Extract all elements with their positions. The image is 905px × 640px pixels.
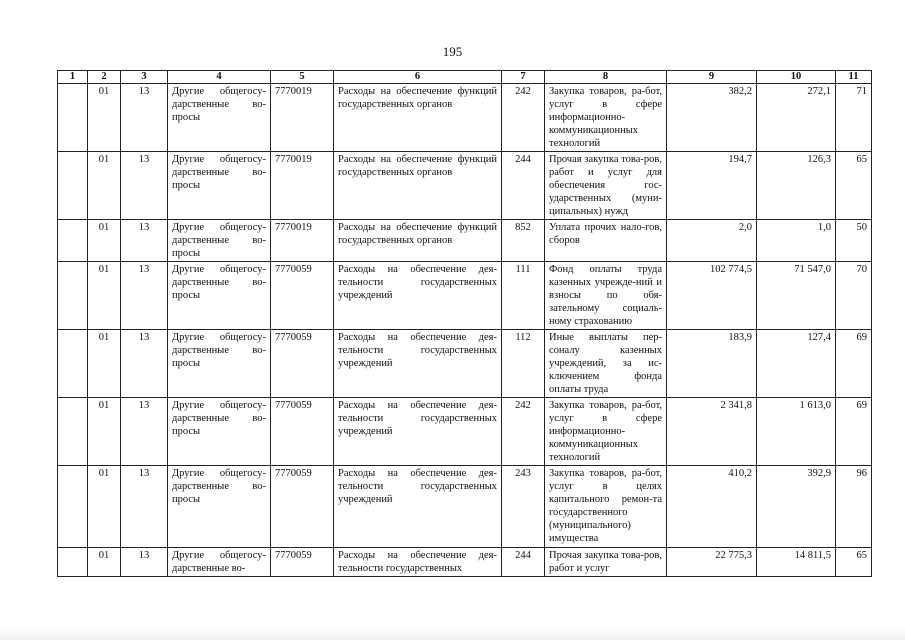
cell-section: 01 bbox=[88, 466, 121, 548]
budget-table bbox=[57, 70, 872, 577]
cell-percent: 69 bbox=[836, 330, 872, 398]
table-row bbox=[58, 398, 872, 466]
table-row bbox=[58, 84, 872, 152]
column-header: 7 bbox=[502, 71, 545, 84]
cell-expense-type-name: Иные выплаты пер-соналу казенных учреждений, за ис-ключением фонда оплаты труда bbox=[545, 330, 667, 398]
cell-subsection-name: Другие общегосу-дарственные во-просы bbox=[168, 220, 271, 262]
cell-subsection-name: Другие общегосу-дарственные во-просы bbox=[168, 262, 271, 330]
cell-col1 bbox=[58, 466, 88, 548]
cell-expense-type-code: 112 bbox=[502, 330, 545, 398]
cell-target-name: Расходы на обеспечение дея-тельности государственных учреждений bbox=[334, 398, 502, 466]
cell-plan-amount: 183,9 bbox=[667, 330, 757, 398]
cell-target-code: 7770059 bbox=[271, 262, 334, 330]
column-header: 10 bbox=[757, 71, 836, 84]
cell-subsection: 13 bbox=[121, 84, 168, 152]
cell-percent: 65 bbox=[836, 152, 872, 220]
cell-section: 01 bbox=[88, 84, 121, 152]
column-header: 2 bbox=[88, 71, 121, 84]
cell-expense-type-name: Закупка товаров, ра-бот, услуг в целях капитального ремон-та государственного (муниципального) имущества bbox=[545, 466, 667, 548]
cell-actual-amount: 71 547,0 bbox=[757, 262, 836, 330]
cell-percent: 50 bbox=[836, 220, 872, 262]
cell-actual-amount: 126,3 bbox=[757, 152, 836, 220]
cell-col1 bbox=[58, 84, 88, 152]
cell-plan-amount: 382,2 bbox=[667, 84, 757, 152]
cell-plan-amount: 194,7 bbox=[667, 152, 757, 220]
page-number: 195 bbox=[442, 44, 463, 59]
cell-expense-type-code: 111 bbox=[502, 262, 545, 330]
cell-target-code: 7770059 bbox=[271, 466, 334, 548]
cell-col1 bbox=[58, 398, 88, 466]
cell-section: 01 bbox=[88, 152, 121, 220]
cell-actual-amount: 272,1 bbox=[757, 84, 836, 152]
cell-plan-amount: 22 775,3 bbox=[667, 548, 757, 577]
cell-plan-amount: 2 341,8 bbox=[667, 398, 757, 466]
cell-section: 01 bbox=[88, 398, 121, 466]
column-header: 5 bbox=[271, 71, 334, 84]
scan-edge bbox=[0, 628, 905, 640]
cell-expense-type-code: 242 bbox=[502, 84, 545, 152]
cell-target-name: Расходы на обеспечение дея-тельности государственных учреждений bbox=[334, 466, 502, 548]
cell-expense-type-code: 852 bbox=[502, 220, 545, 262]
cell-actual-amount: 1,0 bbox=[757, 220, 836, 262]
cell-target-code: 7770019 bbox=[271, 152, 334, 220]
cell-expense-type-name: Закупка товаров, ра-бот, услуг в сфере информационно-коммуникационных технологий bbox=[545, 84, 667, 152]
cell-actual-amount: 392,9 bbox=[757, 466, 836, 548]
cell-percent: 96 bbox=[836, 466, 872, 548]
cell-expense-type-code: 244 bbox=[502, 548, 545, 577]
cell-section: 01 bbox=[88, 262, 121, 330]
cell-expense-type-name: Уплата прочих нало-гов, сборов bbox=[545, 220, 667, 262]
cell-subsection-name: Другие общегосу-дарственные во-просы bbox=[168, 398, 271, 466]
cell-subsection: 13 bbox=[121, 220, 168, 262]
cell-actual-amount: 14 811,5 bbox=[757, 548, 836, 577]
cell-subsection: 13 bbox=[121, 152, 168, 220]
table-row bbox=[58, 220, 872, 262]
cell-plan-amount: 410,2 bbox=[667, 466, 757, 548]
cell-target-code: 7770059 bbox=[271, 548, 334, 577]
cell-col1 bbox=[58, 152, 88, 220]
cell-subsection: 13 bbox=[121, 330, 168, 398]
cell-subsection-name: Другие общегосу-дарственные во-просы bbox=[168, 152, 271, 220]
cell-target-code: 7770059 bbox=[271, 330, 334, 398]
column-header: 4 bbox=[168, 71, 271, 84]
table-row bbox=[58, 152, 872, 220]
column-header: 6 bbox=[334, 71, 502, 84]
cell-percent: 65 bbox=[836, 548, 872, 577]
cell-subsection-name: Другие общегосу-дарственные во-просы bbox=[168, 330, 271, 398]
cell-target-name: Расходы на обеспечение функций государственных органов bbox=[334, 220, 502, 262]
cell-col1 bbox=[58, 330, 88, 398]
cell-target-code: 7770019 bbox=[271, 84, 334, 152]
cell-col1 bbox=[58, 220, 88, 262]
cell-expense-type-name: Закупка товаров, ра-бот, услуг в сфере информационно-коммуникационных технологий bbox=[545, 398, 667, 466]
cell-percent: 70 bbox=[836, 262, 872, 330]
table-row bbox=[58, 548, 872, 577]
table-row bbox=[58, 262, 872, 330]
cell-target-name: Расходы на обеспечение дея-тельности государственных учреждений bbox=[334, 262, 502, 330]
table-row bbox=[58, 330, 872, 398]
column-header: 9 bbox=[667, 71, 757, 84]
cell-subsection: 13 bbox=[121, 262, 168, 330]
cell-subsection-name: Другие общегосу-дарственные во- bbox=[168, 548, 271, 577]
cell-percent: 69 bbox=[836, 398, 872, 466]
cell-expense-type-name: Прочая закупка това-ров, работ и услуг bbox=[545, 548, 667, 577]
cell-col1 bbox=[58, 262, 88, 330]
cell-target-name: Расходы на обеспечение функций государственных органов bbox=[334, 152, 502, 220]
cell-section: 01 bbox=[88, 548, 121, 577]
cell-actual-amount: 1 613,0 bbox=[757, 398, 836, 466]
cell-target-code: 7770019 bbox=[271, 220, 334, 262]
cell-expense-type-name: Прочая закупка това-ров, работ и услуг для обеспечения гос-ударственных (муни-ципальных) нужд bbox=[545, 152, 667, 220]
cell-expense-type-code: 242 bbox=[502, 398, 545, 466]
cell-target-code: 7770059 bbox=[271, 398, 334, 466]
cell-section: 01 bbox=[88, 220, 121, 262]
cell-expense-type-code: 243 bbox=[502, 466, 545, 548]
cell-subsection-name: Другие общегосу-дарственные во-просы bbox=[168, 466, 271, 548]
cell-target-name: Расходы на обеспечение дея-тельности государственных учреждений bbox=[334, 330, 502, 398]
cell-subsection-name: Другие общегосу-дарственные во-просы bbox=[168, 84, 271, 152]
cell-subsection: 13 bbox=[121, 548, 168, 577]
cell-percent: 71 bbox=[836, 84, 872, 152]
cell-section: 01 bbox=[88, 330, 121, 398]
column-header: 3 bbox=[121, 71, 168, 84]
cell-target-name: Расходы на обеспечение дея-тельности государственных bbox=[334, 548, 502, 577]
cell-expense-type-name: Фонд оплаты труда казенных учрежде-ний и взносы по обя-зательному социаль-ному страхованию bbox=[545, 262, 667, 330]
cell-actual-amount: 127,4 bbox=[757, 330, 836, 398]
cell-plan-amount: 2,0 bbox=[667, 220, 757, 262]
cell-plan-amount: 102 774,5 bbox=[667, 262, 757, 330]
column-header: 11 bbox=[836, 71, 872, 84]
cell-expense-type-code: 244 bbox=[502, 152, 545, 220]
table-row bbox=[58, 466, 872, 548]
table-header-row bbox=[58, 71, 872, 84]
cell-target-name: Расходы на обеспечение функций государственных органов bbox=[334, 84, 502, 152]
column-header: 8 bbox=[545, 71, 667, 84]
cell-col1 bbox=[58, 548, 88, 577]
cell-subsection: 13 bbox=[121, 398, 168, 466]
cell-subsection: 13 bbox=[121, 466, 168, 548]
column-header: 1 bbox=[58, 71, 88, 84]
